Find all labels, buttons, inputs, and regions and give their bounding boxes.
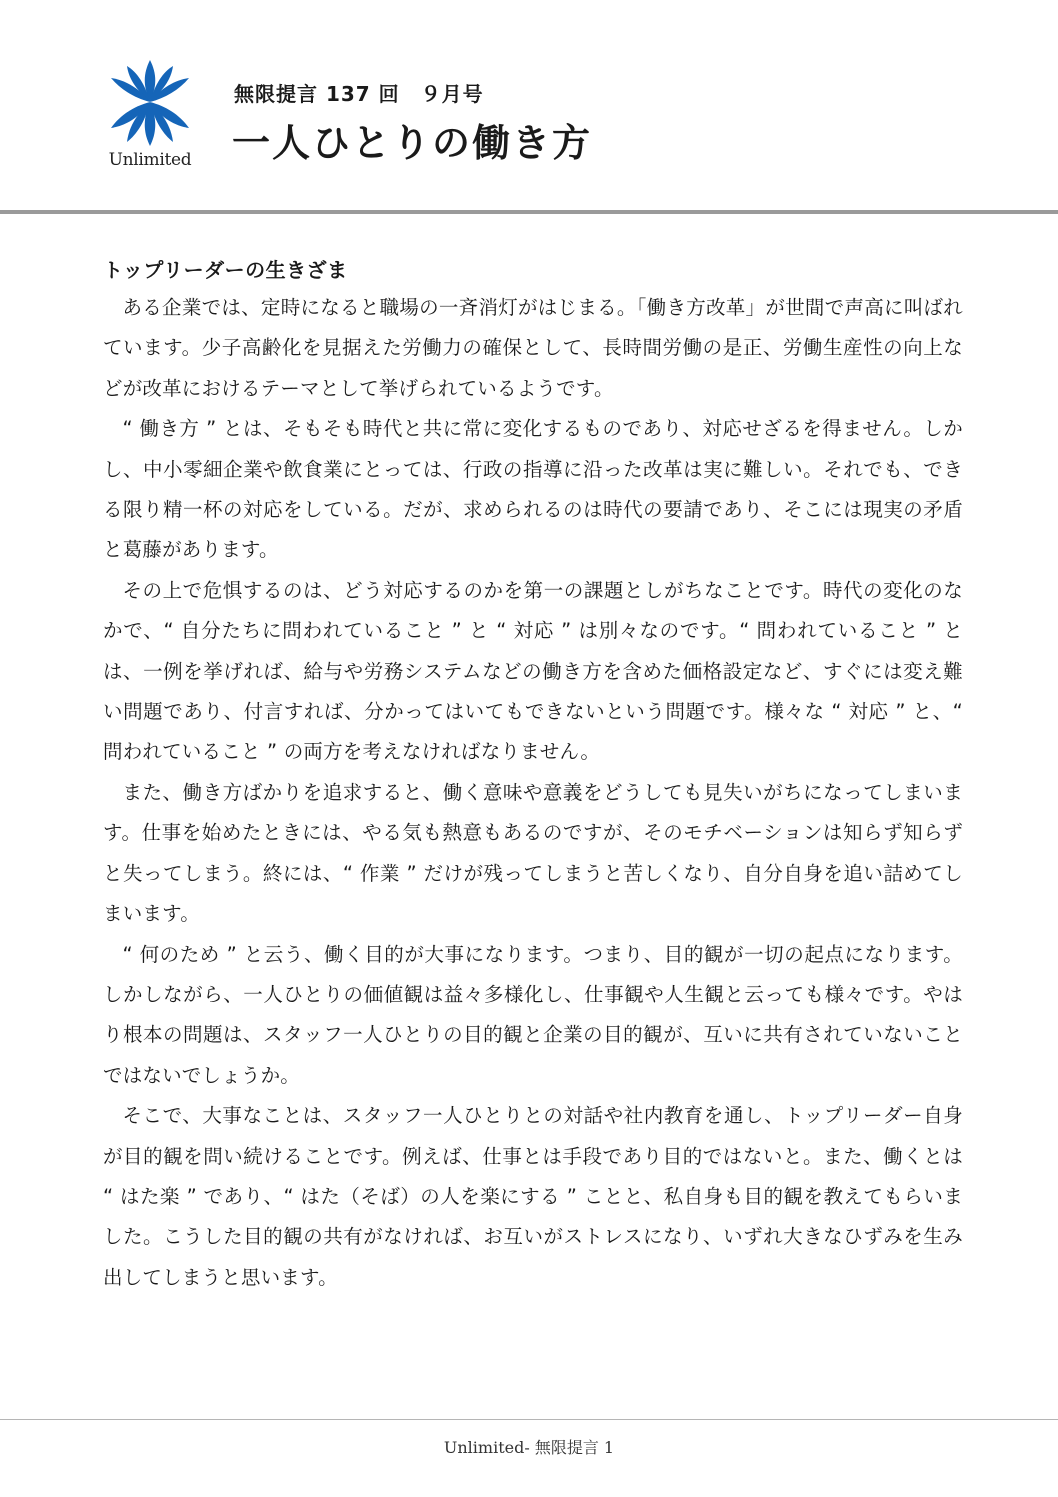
unlimited-logo xyxy=(100,54,200,174)
page-header xyxy=(0,0,1058,210)
paragraph: “ 働き方 ” とは、そもそも時代と共に常に変化するものであり、対応せざるを得ません。しかし、中小零細企業や飲食業にとっては、行政の指導に沿った改革は実に難しい。それでも、できる限り精一杯の対応をしている。だが、求められるのは時代の要請であり、そこには現実の矛盾と葛藤があります。 xyxy=(103,417,963,562)
footer-divider xyxy=(0,1419,1058,1420)
page-footer: Unlimited- 無限提言 1 xyxy=(443,1438,615,1457)
lotus-icon xyxy=(107,56,193,148)
header-divider xyxy=(0,210,1058,214)
article-body xyxy=(103,252,963,1298)
issue-number: 無限提言 137 回 ９月号 xyxy=(234,82,484,106)
logo-wordmark: Unlimited xyxy=(108,150,192,170)
paragraph: “ 何のため ” と云う、働く目的が大事になります。つまり、目的観が一切の起点になります。しかしながら、一人ひとりの価値観は益々多様化し、仕事観や人生観と云っても様々です。やはり根本の問題は、スタッフ一人ひとりの目的観と企業の目的観が、互いに共有されていないことではないでしょうか。 xyxy=(103,942,963,1087)
section-title: トップリーダーの生きざま xyxy=(103,258,348,282)
paragraph: また、働き方ばかりを追求すると、働く意味や意義をどうしても見失いがちになってしまいます。仕事を始めたときには、やる気も熱意もあるのですが、そのモチベーションは知らず知らずと失ってしまう。終には、“ 作業 ” だけが残ってしまうと苦しくなり、自分自身を追い詰めてしまいます。 xyxy=(103,780,963,926)
paragraph: ある企業では、定時になると職場の一斉消灯がはじまる。「働き方改革」が世間で声高に叫ばれています。少子高齢化を見据えた労働力の確保として、長時間労働の是正、労働生産性の向上などが改革におけるテーマとして挙げられているようです。 xyxy=(103,296,963,400)
page-title: 一人ひとりの働き方 xyxy=(232,120,593,165)
paragraph: その上で危惧するのは、どう対応するのかを第一の課題としがちなことです。時代の変化のなかで、“ 自分たちに問われていること ” と “ 対応 ” は別々なのです。“ 問われていること ” とは、一例を挙げれば、給与や労務システムなどの働き方を含めた価格設定など、すぐには変え難い問題であり、付言すれば、分かってはいてもできないという問題です。様々な “ 対応 ” と、“ 問われていること ” の両方を考えなければなりません。 xyxy=(103,578,963,764)
paragraph: そこで、大事なことは、スタッフ一人ひとりとの対話や社内教育を通し、トップリーダー自身が目的観を問い続けることです。例えば、仕事とは手段であり目的ではないと。また、働くとは “ はた楽 ” であり、“ はた（そば）の人を楽にする ” ことと、私自身も目的観を教えてもらいました。こうした目的観の共有がなければ、お互いがストレスになり、いずれ大きなひずみを生み出してしまうと思います。 xyxy=(103,1104,963,1289)
